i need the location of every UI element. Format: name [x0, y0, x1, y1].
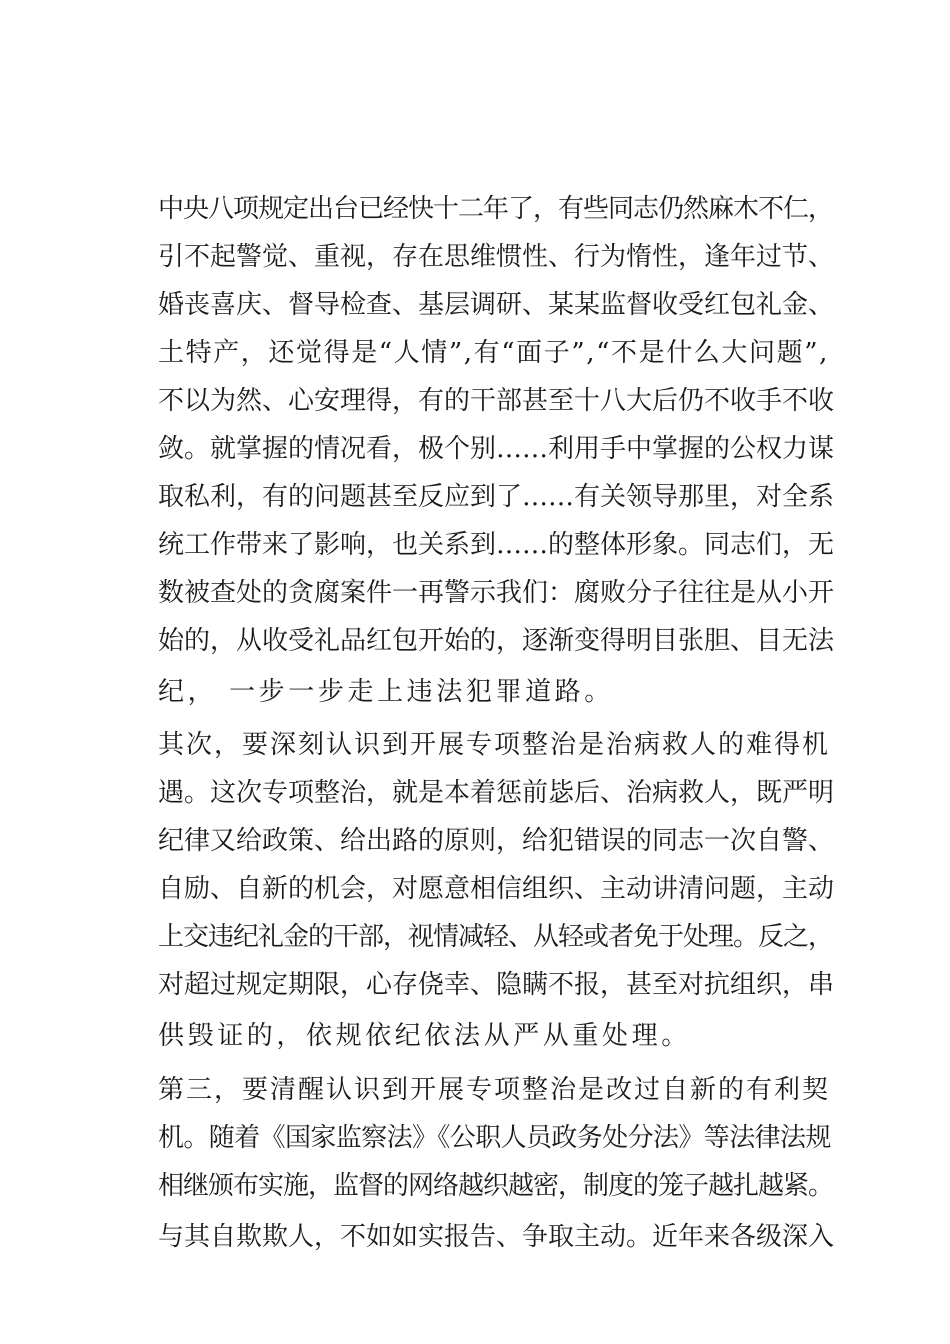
text-line: 中央八项规定出台已经快十二年了，有些同志仍然麻木不仁，	[158, 194, 834, 224]
text-line: 第三，要清醒认识到开展专项整治是改过自新的有利契	[158, 1075, 831, 1105]
text-line: 其次，要深刻认识到开展专项整治是治病救人的难得机	[158, 730, 831, 760]
text-line: 统工作带来了影响，也关系到……的整体形象。同志们，无	[158, 530, 835, 560]
text-line: 与其自欺欺人，不如如实报告、争取主动。近年来各级深入	[158, 1222, 835, 1252]
text-line: 取私利，有的问题甚至反应到了……有关领导那里，对全系	[158, 482, 835, 512]
text-line: 纪， 一步一步走上违法犯罪道路。	[158, 677, 614, 707]
text-line: 遇。这次专项整治，就是本着惩前毖后、治病救人，既严明	[158, 778, 835, 808]
text-line: 上交违纪礼金的干部，视情减轻、从轻或者免于处理。反之，	[158, 922, 834, 952]
text-line: 不以为然、心安理得，有的干部甚至十八大后仍不收手不收	[158, 386, 835, 416]
text-line: 对超过规定期限，心存侥幸、隐瞒不报，甚至对抗组织，串	[158, 970, 835, 1000]
text-line: 引不起警觉、重视，存在思维惯性、行为惰性，逢年过节、	[158, 242, 835, 272]
text-line: 婚丧喜庆、督导检查、基层调研、某某监督收受红包礼金、	[158, 290, 835, 320]
text-line: 敛。就掌握的情况看，极个别……利用手中掌握的公权力谋	[158, 434, 835, 464]
text-line: 供毁证的，依规依纪依法从严从重处理。	[158, 1021, 691, 1051]
text-line: 土特产，还觉得是“人情”,有“面子”,“不是什么大问题”,	[158, 338, 829, 368]
text-line: 始的，从收受礼品红包开始的，逐渐变得明目张胆、目无法	[158, 626, 835, 656]
text-line: 机。随着《国家监察法》《公职人员政务处分法》等法律法规	[158, 1123, 831, 1153]
text-line: 数被查处的贪腐案件一再警示我们：腐败分子往往是从小开	[158, 578, 835, 608]
text-line: 自励、自新的机会，对愿意相信组织、主动讲清问题，主动	[158, 874, 835, 904]
text-line: 纪律又给政策、给出路的原则，给犯错误的同志一次自警、	[158, 826, 835, 856]
text-line: 相继颁布实施，监督的网络越织越密，制度的笼子越扎越紧。	[158, 1171, 834, 1201]
